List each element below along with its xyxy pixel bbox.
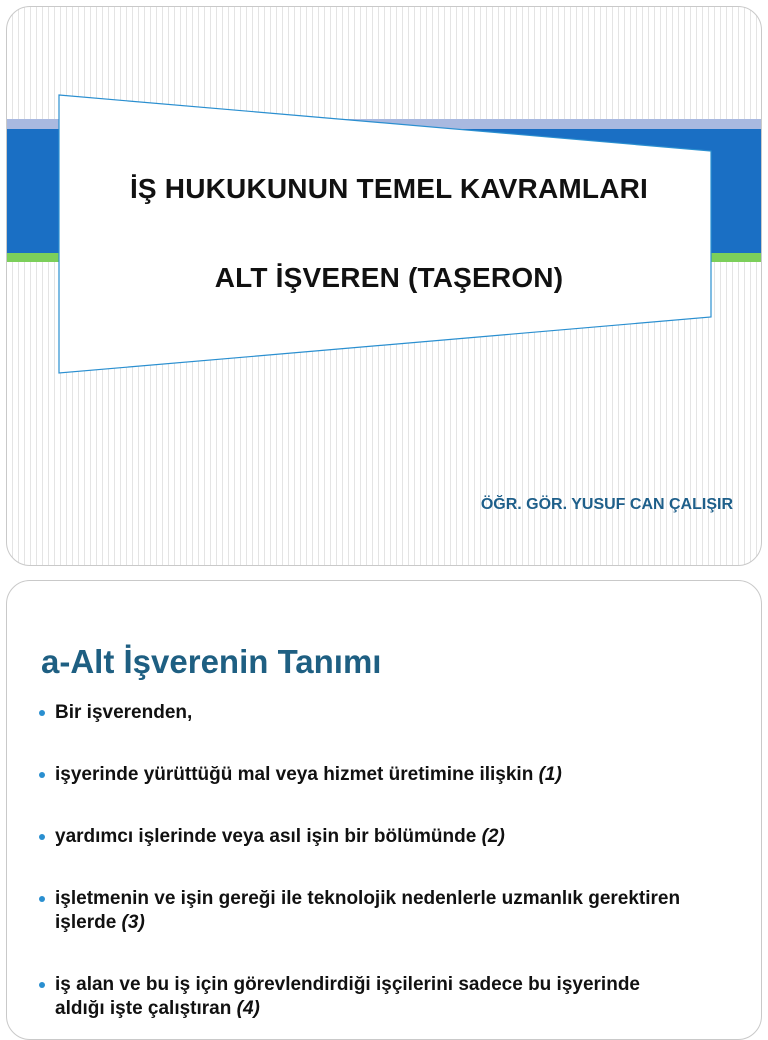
title-slide xyxy=(6,6,762,566)
section-heading: a-Alt İşverenin Tanımı xyxy=(41,643,382,680)
title-line-2: ALT İŞVEREN (TAŞERON) xyxy=(214,262,564,293)
bullet-list xyxy=(7,581,761,1039)
title-panel-shape xyxy=(59,95,711,373)
bullet-dot-icon xyxy=(39,834,45,840)
bullet-dot-icon xyxy=(39,772,45,778)
bullet-text: yardımcı işlerinde veya asıl işin bir bölümünde xyxy=(55,826,482,847)
bullet-number: (2) xyxy=(481,826,505,847)
bullet-number: (4) xyxy=(236,998,260,1019)
bullet-text: işyerinde yürüttüğü mal veya hizmet üretimine ilişkin xyxy=(55,764,539,785)
author-name: ÖĞR. GÖR. YUSUF CAN ÇALIŞIR xyxy=(480,496,733,513)
title-line-1: İŞ HUKUKUNUN TEMEL KAVRAMLARI xyxy=(129,173,649,204)
bullet-dot-icon xyxy=(39,982,45,988)
bullet-number: (3) xyxy=(121,912,145,933)
bullet-text: Bir işverenden, xyxy=(55,702,193,723)
bullet-text: işletmenin ve işin gereği ile teknolojik nedenlerle uzmanlık gerektiren işlerde xyxy=(55,888,681,933)
bullet-item xyxy=(39,701,739,725)
bullet-item xyxy=(39,973,679,1021)
bullet-number: (1) xyxy=(538,764,562,785)
bullet-item xyxy=(39,763,739,787)
content-slide xyxy=(6,580,762,1040)
bullet-item xyxy=(39,887,699,935)
bullet-dot-icon xyxy=(39,896,45,902)
bullet-dot-icon xyxy=(39,710,45,716)
bullet-item xyxy=(39,825,739,849)
bullet-text: iş alan ve bu iş için görevlendirdiği işçilerini sadece bu işyerinde aldığı işte çalıştıran xyxy=(55,974,640,1019)
